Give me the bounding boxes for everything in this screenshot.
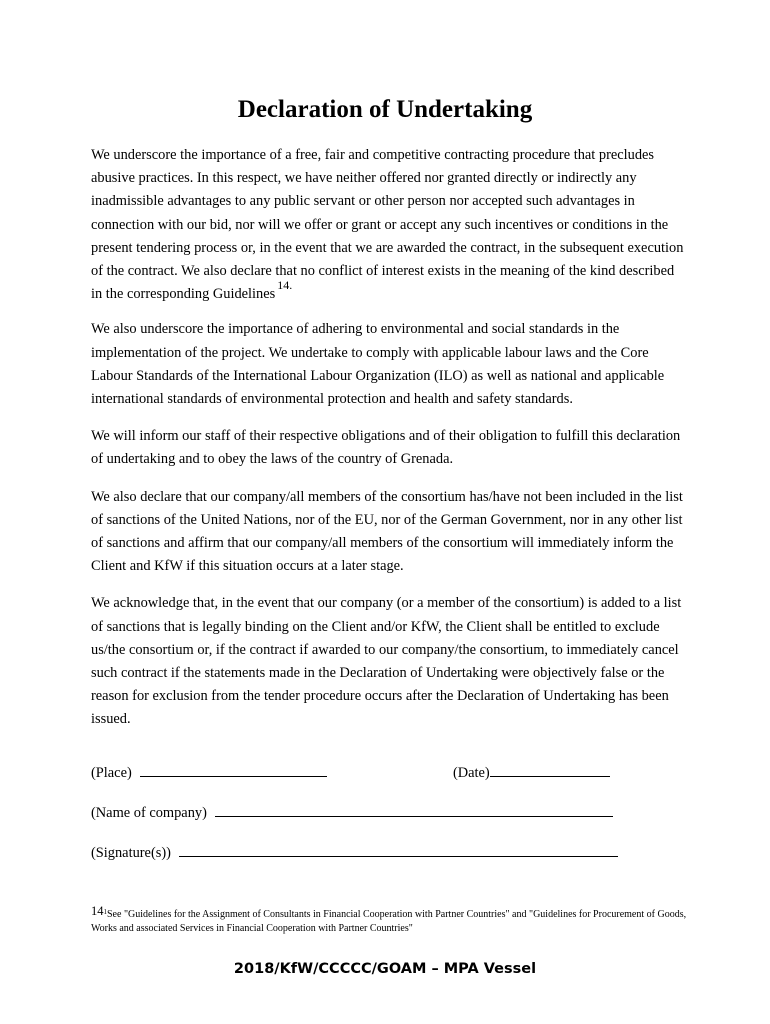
signature-field[interactable] xyxy=(179,842,618,857)
paragraph-integrity-text: We underscore the importance of a free, fair and competitive contracting procedure that precludes abusive practices. In this respect, we have neither offered nor granted directly or indirectly any inadmissible advantages to any public servant or other person nor accepted such advantages in connection with our bid, nor will we offer or grant or accept any such incentives or conditions in the present tendering process or, in the event that we are awarded the contract, in the subsequent execution of the contract. We also declare that no conflict of interest exists in the meaning of the kind described in the corresponding Guidelines xyxy=(91,147,684,303)
declaration-body xyxy=(91,144,686,746)
footnote-text: See "Guidelines for the Assignment of Consultants in Financial Cooperation with Partner Countries" and "Guidelines for Procurement of Goods, Works and associated Services in Financial Cooperation with Partner Countries" xyxy=(91,909,687,934)
document-title: Declaration of Undertaking xyxy=(237,96,533,123)
paragraph-environmental: We also underscore the importance of adhering to environmental and social standards in the implementation of the project. We undertake to comply with applicable labour laws and the Core Labour Standards of the International Labour Organization (ILO) as well as national and applicable international standards of environmental protection and health and safety standards. xyxy=(91,321,665,408)
footnote-number: 14 xyxy=(91,904,104,918)
footnote-reference[interactable]: 14. xyxy=(277,278,293,293)
signature-label: (Signature(s)) xyxy=(91,845,171,861)
place-field[interactable] xyxy=(140,762,327,777)
date-field[interactable] xyxy=(490,762,610,777)
paragraph-acknowledgement: We acknowledge that, in the event that our company (or a member of the consortium) is added to a list of sanctions that is legally binding on the Client and/or KfW, the Client shall be entitled to exclude us/the consortium or, if the contract if awarded to our company/the consortium, to immediately cancel such contract if the statements made in the Declaration of Undertaking were objectively false or the reason for exclusion from the tender procedure occurs after the Declaration of Undertaking has been issued. xyxy=(91,595,682,728)
paragraph-staff-obligations: We will inform our staff of their respective obligations and of their obligation to fulfill this declaration of undertaking and to obey the laws of the country of Grenada. xyxy=(91,428,681,468)
footnote xyxy=(91,905,691,936)
paragraph-sanctions: We also declare that our company/all members of the consortium has/have not been included in the list of sanctions of the United Nations, nor of the EU, nor of the German Government, nor in any other list of sanctions and affirm that our company/all members of the consortium will immediately inform the Client and KfW if this situation occurs at a later stage. xyxy=(91,488,683,575)
company-field[interactable] xyxy=(215,802,613,817)
place-date-row xyxy=(91,762,610,783)
signature-row xyxy=(91,842,618,863)
paragraph-integrity xyxy=(91,144,686,306)
document-reference: 2018/KfW/CCCCC/GOAM – MPA Vessel xyxy=(233,961,537,977)
company-label: (Name of company) xyxy=(91,805,207,821)
date-label: (Date) xyxy=(452,765,490,781)
place-label: (Place) xyxy=(91,765,132,781)
footnote-marker: 1 xyxy=(103,908,107,916)
company-row xyxy=(91,802,613,823)
